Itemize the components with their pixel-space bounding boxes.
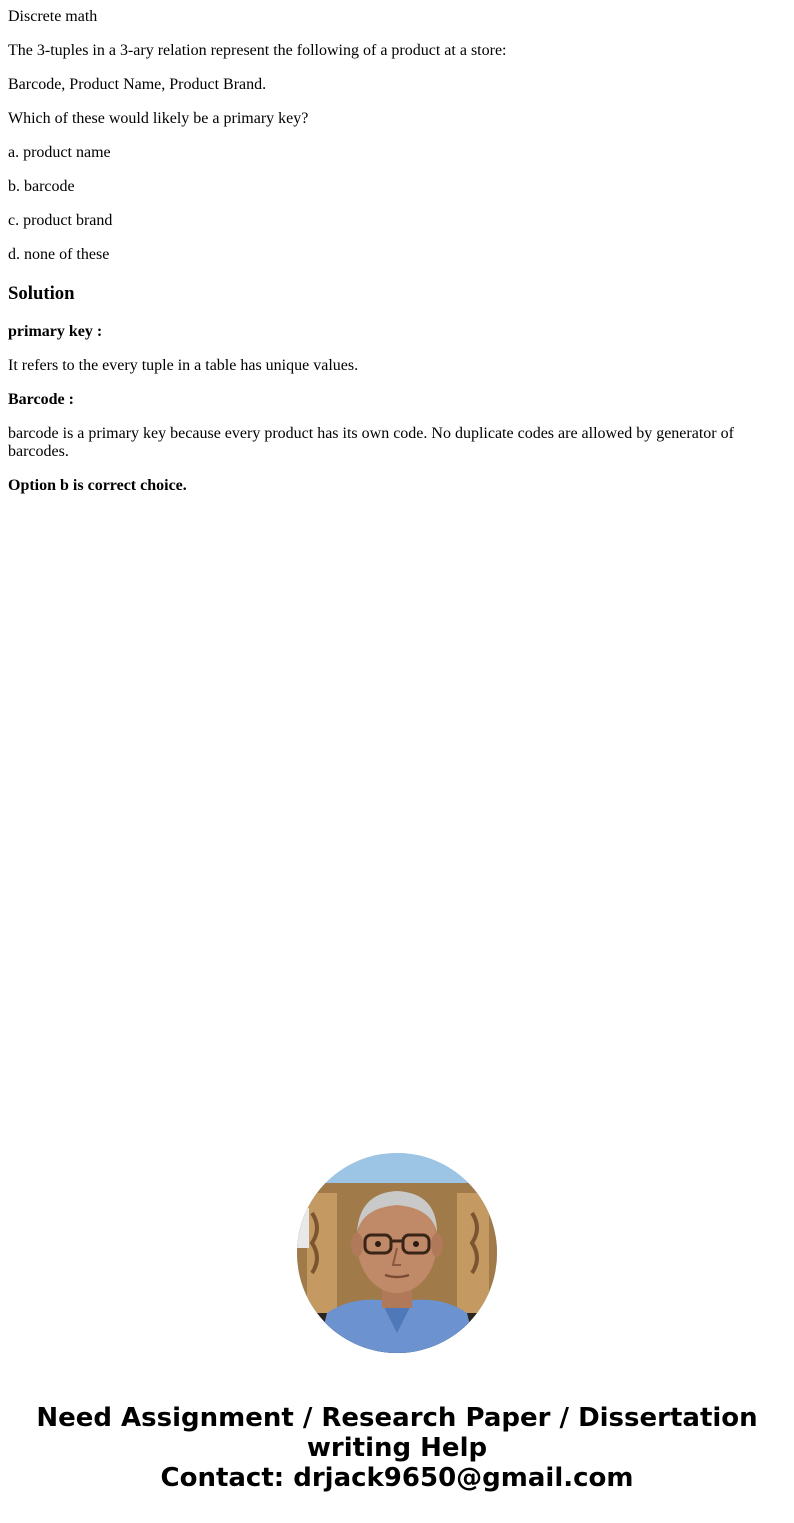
option-a: a. product name [8,144,111,161]
author-photo-icon [297,1153,497,1353]
question-fields: Barcode, Product Name, Product Brand. [8,76,267,93]
question-intro: The 3-tuples in a 3-ary relation represent the following of a product at a store: [8,42,507,59]
promo-contact: Contact: drjack9650@gmail.com [160,1463,634,1493]
term-barcode: Barcode : [8,391,74,408]
barcode-explanation: barcode is a primary key because every product has its own code. No duplicate codes are allowed by generator of barcodes. [8,425,734,460]
promo-line-1: Need Assignment / Research Paper / Dissertation [36,1403,758,1433]
author-avatar [297,1153,497,1353]
primary-key-definition: It refers to the every tuple in a table has unique values. [8,357,359,374]
subject-line: Discrete math [8,8,98,25]
conclusion: Option b is correct choice. [8,477,187,494]
term-primary-key: primary key : [8,323,103,340]
promo-line-2: writing Help [306,1433,488,1463]
option-c: c. product brand [8,212,113,229]
solution-heading: Solution [8,283,75,304]
option-b: b. barcode [8,178,75,195]
option-d: d. none of these [8,246,110,263]
help-promo [0,1403,794,1493]
question-prompt: Which of these would likely be a primary key? [8,110,309,127]
